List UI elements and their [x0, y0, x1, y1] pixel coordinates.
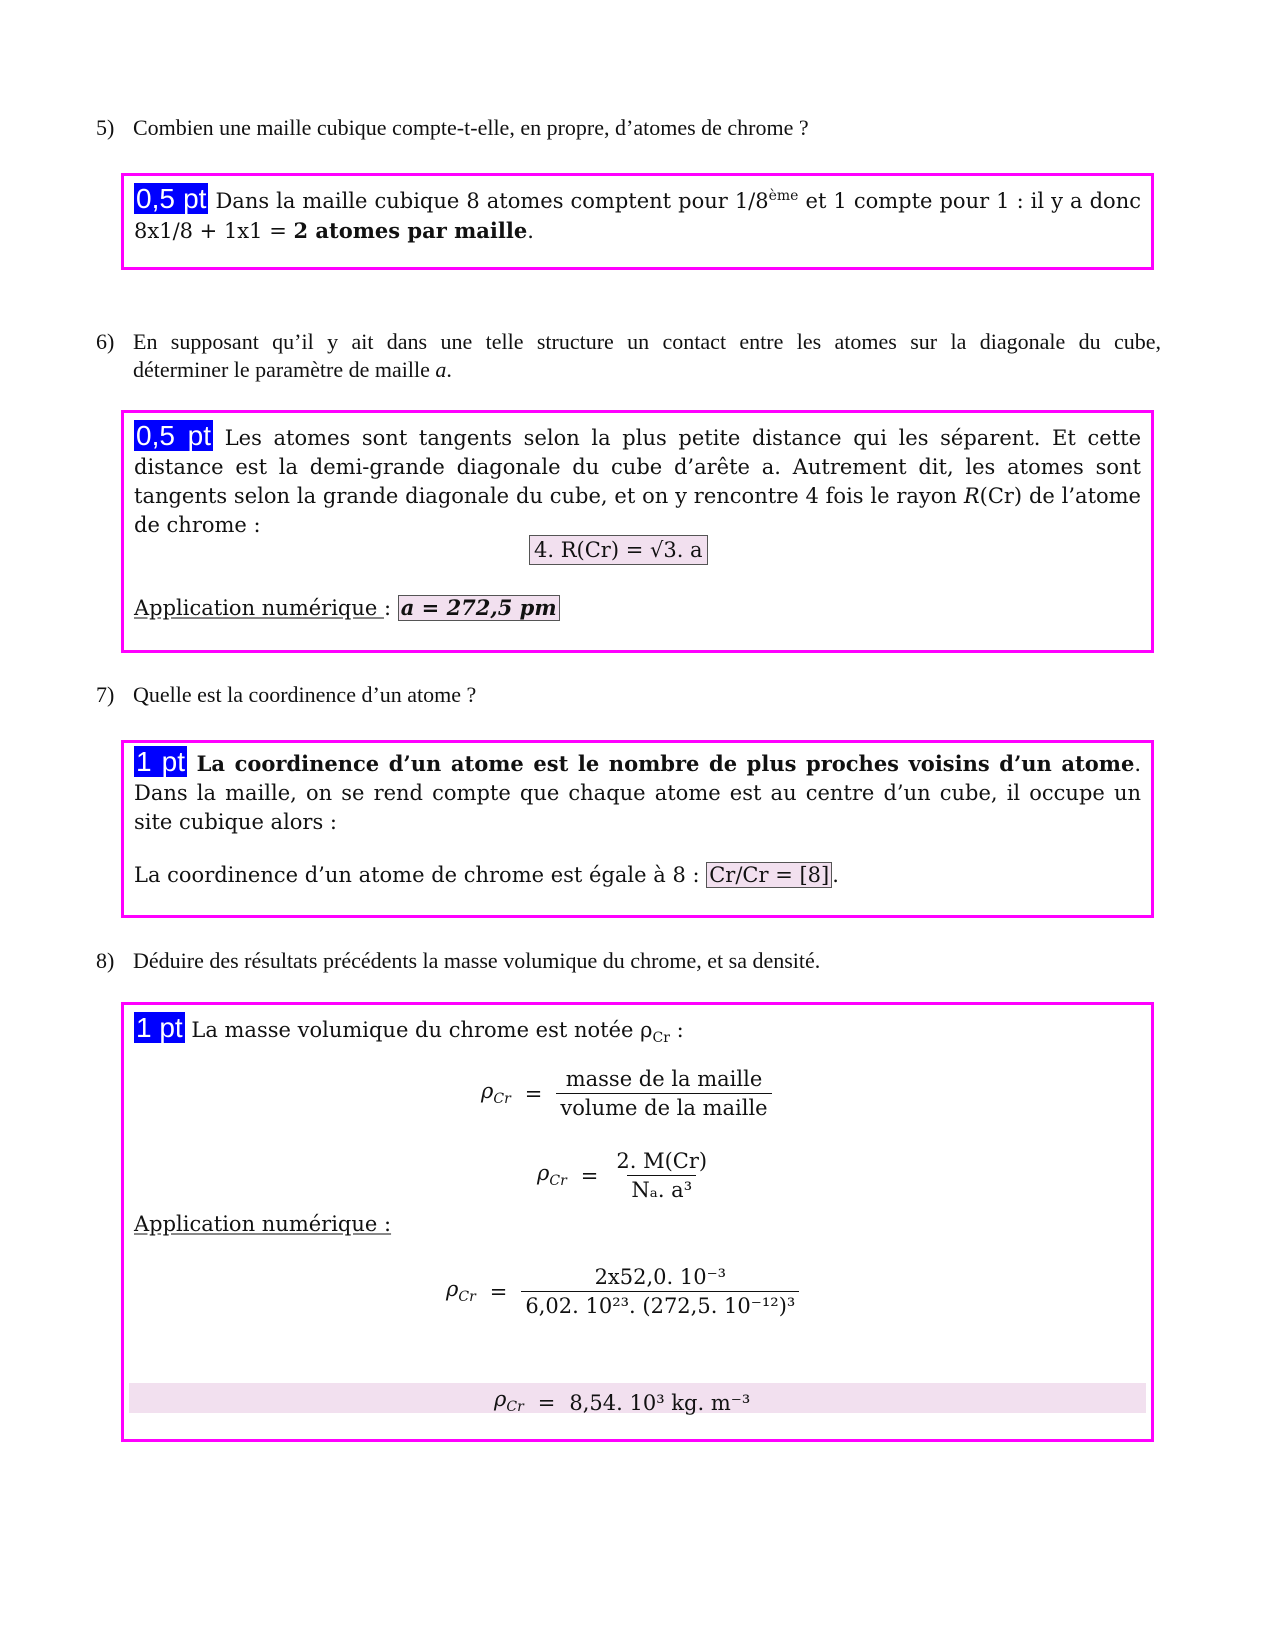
points-badge: 1 pt	[136, 746, 185, 777]
equation-density-definition: $\rho_{Cr}$ = $\frac{\text{masse de la maille}}{\text{volume de la maille}}$	[481, 1067, 772, 1120]
question-number: 5)	[96, 115, 115, 140]
formula-tangency: 4. R(Cr) = √3. a	[529, 535, 708, 565]
equation-density-formula: $\rho_{Cr}$ = $\frac{2. M(Cr)}{\text{Nₐ. a³}}$	[537, 1149, 711, 1202]
result-parameter-a: a = 272,5 pm	[398, 595, 560, 621]
result-coordination: Cr/Cr = [8]	[706, 862, 832, 888]
question-text-line1: En supposant qu’il y ait dans une telle structure un contact entre les atomes sur la diagonale du cube,	[133, 329, 1161, 354]
points-badge: 1 pt	[136, 1012, 183, 1043]
coordination-conclusion: La coordinence d’un atome de chrome est égale à 8 : Cr/Cr = [8] .	[134, 863, 839, 887]
fraction: $\frac{\text{masse de la maille}}{\text{volume de la maille}}$	[556, 1067, 771, 1120]
answer-box-6	[121, 410, 1154, 653]
question-number: 8)	[96, 948, 115, 973]
points-badge: 0,5 pt	[136, 420, 212, 451]
question-text: Déduire des résultats précédents la masse volumique du chrome, et sa densité.	[133, 948, 821, 973]
answer-box-7	[121, 740, 1154, 918]
answer-box-5	[121, 173, 1154, 270]
fraction: $\frac{\text{2x52,0. 10⁻³}}{\text{6,02. 10²³. (272,5. 10⁻¹²)³}}$	[521, 1265, 799, 1318]
equation-density-result: $\rho_{Cr}$ = 8,54. 10³ kg. m⁻³	[494, 1387, 751, 1416]
answer-highlight: 2 atomes par maille	[293, 218, 528, 243]
answer-text: 0,5 pt Les atomes sont tangents selon la plus petite distance qui les séparent. Et cette distance est la demi-grande diagonale du cube d’arête a. Autrement dit, les atomes sont tangents selon la grande diagonale du cube, et on y rencontre 4 fois le rayon R(Cr) de l’atome de chrome :	[134, 420, 1142, 537]
question-6	[96, 328, 1161, 388]
question-text: Combien une maille cubique compte-t-elle, en propre, d’atomes de chrome ?	[133, 115, 809, 140]
answer-text: 1 pt La coordinence d’un atome est le nombre de plus proches voisins d’un atome. Dans la maille, on se rend compte que chaque atome est au centre d’un cube, il occupe un site cubique alors :	[134, 746, 1142, 834]
numeric-application-label: Application numérique :	[134, 1212, 392, 1236]
fraction: $\frac{2. M(Cr)}{\text{Nₐ. a³}}$	[616, 1149, 708, 1202]
equation-density-numeric: $\rho_{Cr}$ = $\frac{\text{2x52,0. 10⁻³}}{\text{6,02. 10²³. (272,5. 10⁻¹²)³}}$	[446, 1265, 799, 1318]
question-text-line2: déterminer le paramètre de maille a.	[133, 357, 452, 382]
question-number: 7)	[96, 682, 115, 707]
answer-box-8	[121, 1002, 1154, 1442]
question-number: 6)	[96, 329, 115, 354]
answer-intro: 1 pt La masse volumique du chrome est notée $\rho_{Cr}$ :	[136, 1012, 684, 1047]
points-badge: 0,5 pt	[136, 183, 207, 214]
answer-text: 0,5 pt Dans la maille cubique 8 atomes comptent pour 1/8ème et 1 compte pour 1 : il y a donc 8x1/8 + 1x1 = 2 atomes par maille.	[134, 183, 1141, 243]
question-text: Quelle est la coordinence d’un atome ?	[133, 682, 477, 707]
numeric-application: Application numérique : a = 272,5 pm	[134, 593, 1141, 623]
